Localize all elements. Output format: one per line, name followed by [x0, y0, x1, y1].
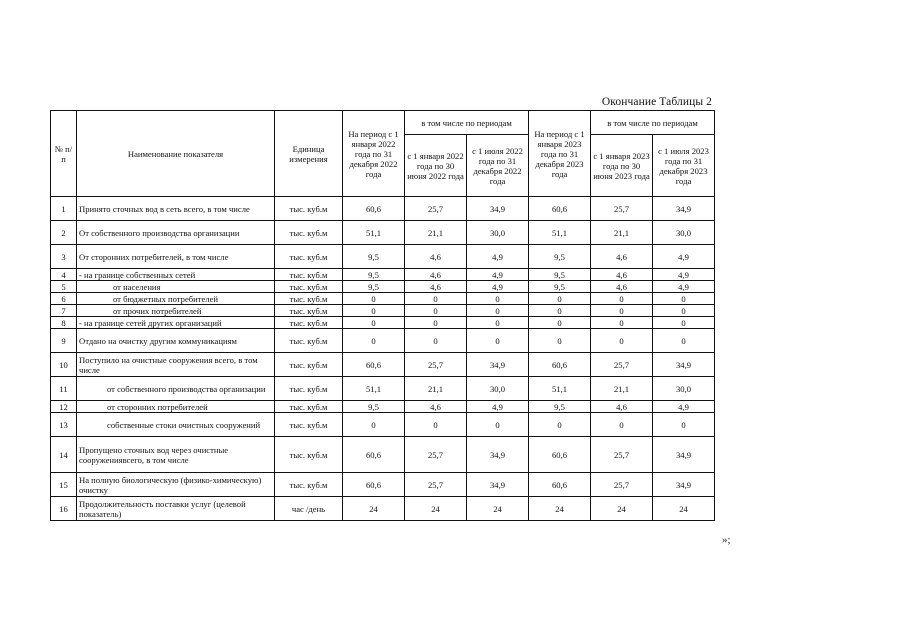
row-unit: тыс. куб.м — [275, 353, 343, 377]
row-value: 25,7 — [405, 353, 467, 377]
row-value: 0 — [529, 329, 591, 353]
row-value: 30,0 — [467, 377, 529, 401]
row-num: 7 — [51, 305, 77, 317]
row-value: 0 — [591, 413, 653, 437]
row-value: 34,9 — [653, 353, 715, 377]
row-value: 4,9 — [467, 281, 529, 293]
row-num: 16 — [51, 497, 77, 521]
row-value: 0 — [405, 329, 467, 353]
row-num: 2 — [51, 221, 77, 245]
row-value: 0 — [467, 293, 529, 305]
row-name: от прочих потребителей — [77, 305, 275, 317]
table-row — [51, 281, 715, 293]
row-value: 0 — [405, 305, 467, 317]
row-value: 9,5 — [529, 245, 591, 269]
row-value: 60,6 — [343, 437, 405, 473]
row-value: 34,9 — [653, 473, 715, 497]
row-value: 60,6 — [529, 437, 591, 473]
row-value: 0 — [653, 413, 715, 437]
row-value: 9,5 — [529, 269, 591, 281]
row-value: 24 — [467, 497, 529, 521]
header-h1-2022: с 1 января 2022 года по 30 июня 2022 года — [405, 135, 467, 197]
row-value: 34,9 — [467, 473, 529, 497]
row-unit: тыс. куб.м — [275, 269, 343, 281]
row-value: 0 — [591, 317, 653, 329]
table-row — [51, 305, 715, 317]
row-value: 4,9 — [653, 401, 715, 413]
header-period-2023: На период с 1 января 2023 года по 31 декабря 2023 года — [529, 111, 591, 197]
row-num: 11 — [51, 377, 77, 401]
row-num: 1 — [51, 197, 77, 221]
row-unit: тыс. куб.м — [275, 437, 343, 473]
row-value: 0 — [467, 329, 529, 353]
row-num: 15 — [51, 473, 77, 497]
table-row — [51, 269, 715, 281]
row-value: 25,7 — [591, 197, 653, 221]
row-unit: тыс. куб.м — [275, 401, 343, 413]
row-name: Продолжительность поставки услуг (целевой показатель) — [77, 497, 275, 521]
closing-quote-mark: »; — [722, 534, 731, 546]
row-value: 4,9 — [467, 269, 529, 281]
row-unit: тыс. куб.м — [275, 293, 343, 305]
row-value: 4,9 — [653, 269, 715, 281]
row-unit: тыс. куб.м — [275, 197, 343, 221]
table-row — [51, 197, 715, 221]
row-value: 0 — [529, 413, 591, 437]
row-value: 60,6 — [343, 353, 405, 377]
header-h2-2023: с 1 июля 2023 года по 31 декабря 2023 года — [653, 135, 715, 197]
row-unit: тыс. куб.м — [275, 317, 343, 329]
header-h2-2022: с 1 июля 2022 года по 31 декабря 2022 года — [467, 135, 529, 197]
row-name: Отдано на очистку другим коммуникациям — [77, 329, 275, 353]
header-period-2022: На период с 1 января 2022 года по 31 декабря 2022 года — [343, 111, 405, 197]
row-value: 21,1 — [405, 377, 467, 401]
row-value: 9,5 — [343, 245, 405, 269]
row-value: 21,1 — [591, 221, 653, 245]
row-name: собственные стоки очистных сооружений — [77, 413, 275, 437]
table-row — [51, 221, 715, 245]
row-value: 4,9 — [653, 245, 715, 269]
header-h1-2023: с 1 января 2023 года по 30 июня 2023 года — [591, 135, 653, 197]
table-caption: Окончание Таблицы 2 — [601, 96, 712, 108]
row-value: 0 — [343, 305, 405, 317]
row-value: 25,7 — [405, 437, 467, 473]
row-num: 8 — [51, 317, 77, 329]
row-value: 25,7 — [591, 437, 653, 473]
table-row — [51, 329, 715, 353]
row-num: 6 — [51, 293, 77, 305]
row-value: 0 — [343, 317, 405, 329]
row-value: 24 — [591, 497, 653, 521]
row-value: 9,5 — [529, 401, 591, 413]
row-unit: тыс. куб.м — [275, 413, 343, 437]
row-num: 9 — [51, 329, 77, 353]
row-unit: тыс. куб.м — [275, 377, 343, 401]
row-name: Поступило на очистные сооружения всего, в том числе — [77, 353, 275, 377]
table-row — [51, 401, 715, 413]
row-num: 12 — [51, 401, 77, 413]
row-value: 0 — [405, 293, 467, 305]
header-including-2022: в том числе по периодам — [405, 111, 529, 135]
row-num: 5 — [51, 281, 77, 293]
row-name: На полную биологическую (физико-химическую) очистку — [77, 473, 275, 497]
row-value: 9,5 — [343, 269, 405, 281]
table-row — [51, 245, 715, 269]
row-name: от бюджетных потребителей — [77, 293, 275, 305]
row-value: 0 — [653, 317, 715, 329]
row-value: 0 — [529, 293, 591, 305]
row-value: 60,6 — [529, 353, 591, 377]
row-value: 4,9 — [467, 245, 529, 269]
row-value: 0 — [467, 317, 529, 329]
table-row — [51, 317, 715, 329]
row-value: 25,7 — [405, 473, 467, 497]
table-row — [51, 473, 715, 497]
row-value: 51,1 — [529, 377, 591, 401]
row-value: 0 — [653, 293, 715, 305]
row-num: 10 — [51, 353, 77, 377]
row-value: 4,9 — [467, 401, 529, 413]
row-unit: тыс. куб.м — [275, 329, 343, 353]
row-name: от населения — [77, 281, 275, 293]
row-unit: час /день — [275, 497, 343, 521]
row-value: 0 — [405, 413, 467, 437]
row-value: 60,6 — [529, 197, 591, 221]
row-value: 21,1 — [405, 221, 467, 245]
row-value: 9,5 — [343, 281, 405, 293]
row-unit: тыс. куб.м — [275, 245, 343, 269]
row-name: Принято сточных вод в сеть всего, в том числе — [77, 197, 275, 221]
row-value: 60,6 — [529, 473, 591, 497]
row-num: 14 — [51, 437, 77, 473]
header-unit: Единица измерения — [275, 111, 343, 197]
row-value: 4,6 — [591, 269, 653, 281]
table-row — [51, 293, 715, 305]
row-value: 4,6 — [591, 245, 653, 269]
row-value: 0 — [467, 413, 529, 437]
row-value: 60,6 — [343, 197, 405, 221]
row-num: 3 — [51, 245, 77, 269]
row-value: 34,9 — [467, 197, 529, 221]
row-value: 34,9 — [467, 353, 529, 377]
row-value: 4,6 — [591, 401, 653, 413]
row-value: 4,6 — [405, 401, 467, 413]
row-value: 0 — [653, 305, 715, 317]
row-value: 0 — [343, 329, 405, 353]
row-name: от собственного производства организации — [77, 377, 275, 401]
row-value: 24 — [653, 497, 715, 521]
row-value: 51,1 — [343, 221, 405, 245]
table-row — [51, 413, 715, 437]
row-value: 0 — [591, 293, 653, 305]
row-name: От сторонних потребителей, в том числе — [77, 245, 275, 269]
row-value: 0 — [467, 305, 529, 317]
row-value: 9,5 — [343, 401, 405, 413]
row-unit: тыс. куб.м — [275, 305, 343, 317]
row-value: 0 — [653, 329, 715, 353]
table-row — [51, 353, 715, 377]
row-unit: тыс. куб.м — [275, 281, 343, 293]
row-value: 0 — [343, 293, 405, 305]
row-value: 4,6 — [405, 281, 467, 293]
row-unit: тыс. куб.м — [275, 473, 343, 497]
row-value: 0 — [529, 317, 591, 329]
row-value: 4,9 — [653, 281, 715, 293]
row-value: 0 — [591, 305, 653, 317]
row-value: 21,1 — [591, 377, 653, 401]
row-num: 13 — [51, 413, 77, 437]
row-value: 30,0 — [653, 377, 715, 401]
row-value: 34,9 — [653, 437, 715, 473]
row-value: 60,6 — [343, 473, 405, 497]
row-value: 25,7 — [591, 353, 653, 377]
row-value: 51,1 — [529, 221, 591, 245]
row-value: 0 — [529, 305, 591, 317]
row-name: - на границе собственных сетей — [77, 269, 275, 281]
row-value: 34,9 — [653, 197, 715, 221]
row-name: Пропущено сточных вод через очистные сооружениявсего, в том числе — [77, 437, 275, 473]
table-row — [51, 437, 715, 473]
table-row — [51, 377, 715, 401]
row-value: 25,7 — [405, 197, 467, 221]
row-unit: тыс. куб.м — [275, 221, 343, 245]
indicators-table — [50, 110, 715, 521]
row-name: От собственного производства организации — [77, 221, 275, 245]
row-value: 30,0 — [467, 221, 529, 245]
row-value: 4,6 — [405, 269, 467, 281]
row-num: 4 — [51, 269, 77, 281]
header-name: Наименование показателя — [77, 111, 275, 197]
row-name: - на границе сетей других организаций — [77, 317, 275, 329]
row-value: 0 — [591, 329, 653, 353]
row-value: 51,1 — [343, 377, 405, 401]
row-value: 0 — [343, 413, 405, 437]
row-value: 24 — [405, 497, 467, 521]
row-value: 24 — [343, 497, 405, 521]
row-value: 24 — [529, 497, 591, 521]
row-value: 4,6 — [591, 281, 653, 293]
row-value: 0 — [405, 317, 467, 329]
row-name: от сторонних потребителей — [77, 401, 275, 413]
row-value: 30,0 — [653, 221, 715, 245]
header-including-2023: в том числе по периодам — [591, 111, 715, 135]
row-value: 25,7 — [591, 473, 653, 497]
table-row — [51, 497, 715, 521]
row-value: 34,9 — [467, 437, 529, 473]
row-value: 9,5 — [529, 281, 591, 293]
row-value: 4,6 — [405, 245, 467, 269]
header-num: № п/п — [51, 111, 77, 197]
